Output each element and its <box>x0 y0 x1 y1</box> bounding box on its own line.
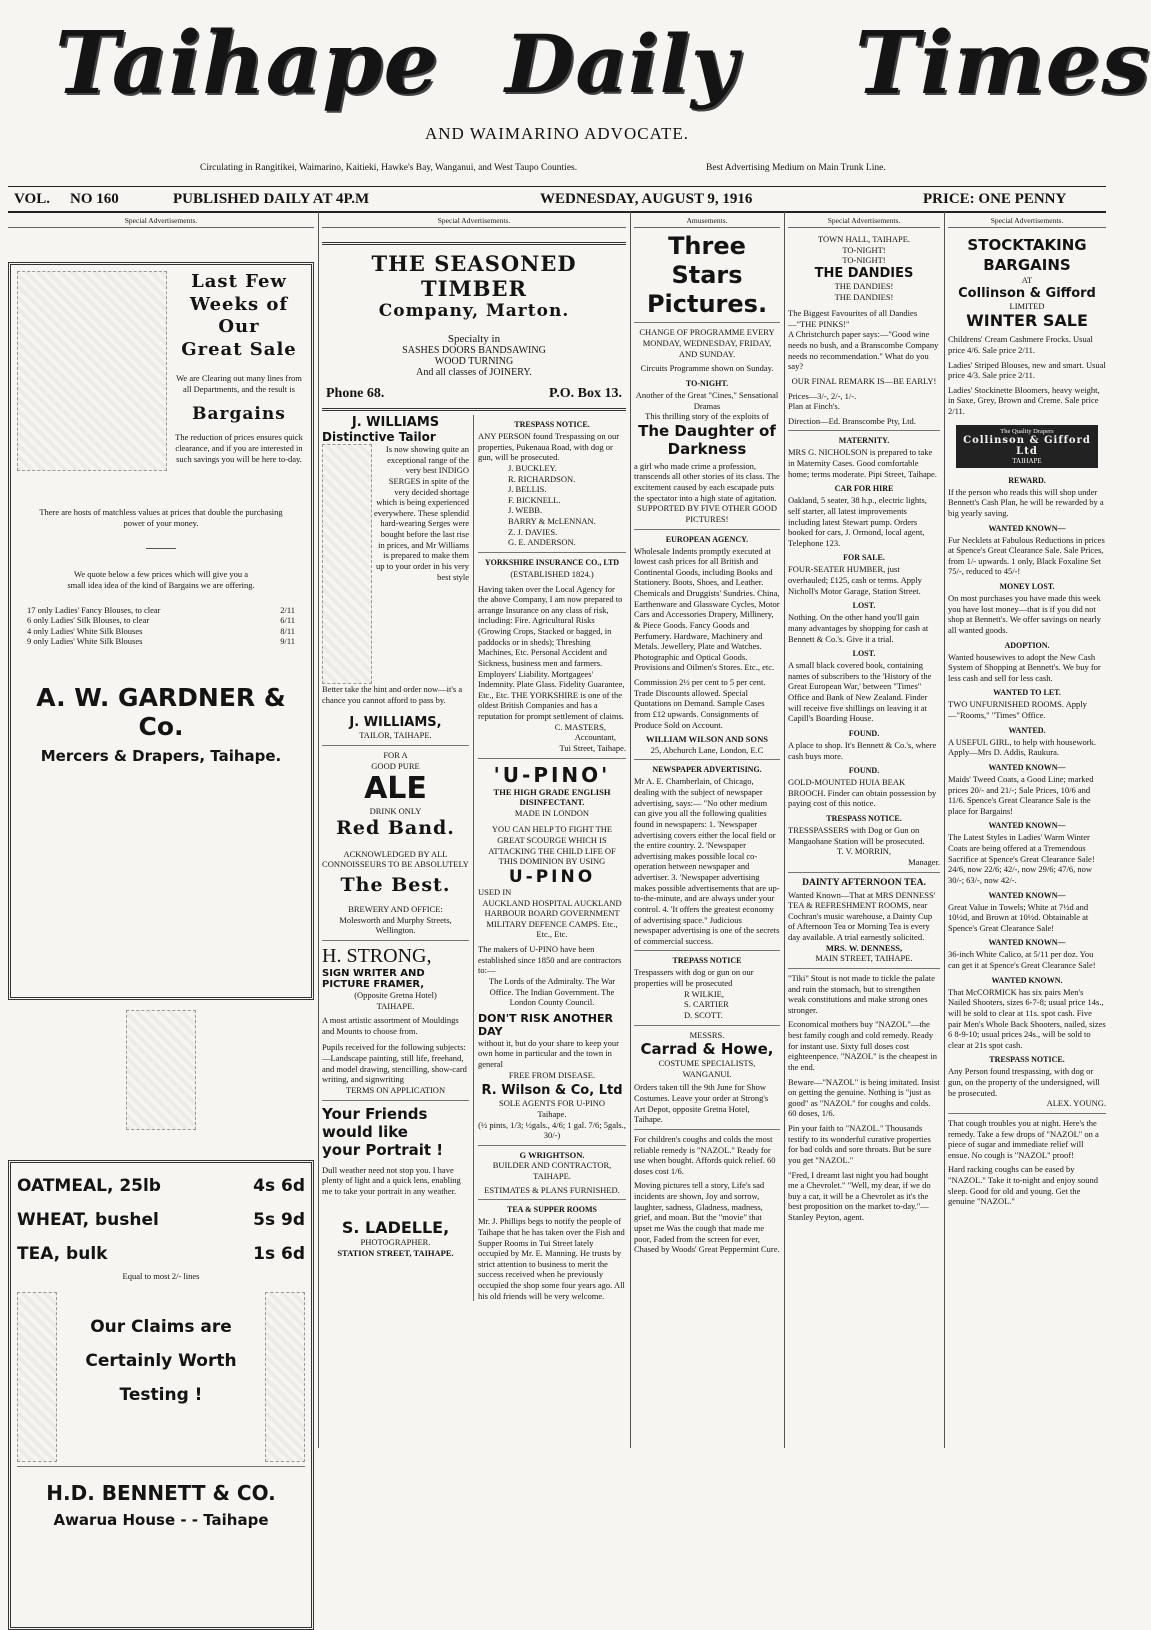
upino-dont-risk: DON'T RISK ANOTHER DAY <box>478 1011 613 1038</box>
product-price: 5s 9d <box>253 1210 305 1230</box>
timber-wood: WOOD TURNING <box>434 356 514 367</box>
title-line: STOCKTAKING <box>967 236 1087 254</box>
bennett-name: H.D. BENNETT & CO. <box>46 1480 276 1505</box>
wrightson-line: BUILDER AND CONTRACTOR, TAIHAPE. <box>492 1160 612 1181</box>
column-2 <box>322 216 626 1446</box>
price-row <box>17 1169 305 1203</box>
bennett-address: Awarua House - - Taihape <box>53 1510 269 1529</box>
name-line: J. BUCKLEY. <box>508 462 557 473</box>
williams-address: TAILOR, TAIHAPE. <box>359 730 432 741</box>
title-line: BARGAINS <box>983 255 1071 274</box>
title-line: Three Stars <box>668 232 746 289</box>
circuits-programme: Circuits Programme shown on Sunday. <box>640 363 774 374</box>
strong-advert <box>322 945 469 1096</box>
section-heading: REWARD. <box>1008 475 1046 485</box>
tea-rooms-advert <box>478 1205 626 1301</box>
section-heading: WANTED KNOWN— <box>988 523 1066 533</box>
lost-body: A small black covered book, containing names of subscribers to the 'History of the Great European War,' between "Times" Office and Bank of New Zealand. Finder will receive five shillings on leaving it at Capill's Boarding House. <box>788 660 932 724</box>
headline-line: Last Few <box>191 271 287 292</box>
sale-item: Ladies' Striped Blouses, new and smart. Usual price 4/3. Sale price 2/11. <box>948 359 1106 381</box>
ladelle-friends <box>322 1105 469 1159</box>
ladelle-advert <box>322 1105 469 1259</box>
gardner-bargains: Bargains <box>192 404 286 425</box>
wanted-known-body: The Latest Styles in Ladies' Warm Winter Coats are being offered at a Tremendous Sacrifice at Spence's Great Clearance Sale! 24/6, now 22/6; 42/-, now 29/6; 47/6, now 30/-; 63/-, now 42/-. <box>948 832 1095 885</box>
price-item: 9 only Ladies' White Silk Blouses <box>27 636 143 647</box>
section-heading: NEWSPAPER ADVERTISING. <box>652 765 762 775</box>
masthead-word-daily: Daily <box>505 17 739 111</box>
bennett-claims <box>85 1310 236 1462</box>
ale-office: Molesworth and Murphy Streets, Wellington. <box>339 914 452 936</box>
ale-word: ALE <box>364 771 427 807</box>
section-heading: YORKSHIRE INSURANCE CO., LTD <box>484 557 620 567</box>
name-line: J. BELLIS. <box>508 484 547 495</box>
moving-pictures-poem: Moving pictures tell a story, Life's sad incidents are shown, Joy and sorrow, laughter, sadness, Gladness, madness, grief, and moan. But the "movie" that upset me Was the cough that made me poor, Faded from the screen for ever, Chased by Woods' Great Peppermint Cure. <box>634 1180 780 1255</box>
stocktaking-title <box>948 236 1106 275</box>
williams-body: Is now showing quite an exceptional range of the very best INDIGO SERGES in spite of the very decided shortage which is being experienced everywhere. These splendid hard-wearing Serges were bought before the last rise in prices, and Mr Williams is prepared to make them up to your order in his very best style <box>374 444 469 582</box>
title-line: The Daughter of <box>638 421 776 440</box>
strong-opposite: (Opposite Gretna Hotel) <box>354 989 437 1000</box>
stocktaking-at: AT <box>1021 275 1033 285</box>
collinson-logo <box>956 425 1098 468</box>
bennett-price-table <box>17 1169 305 1271</box>
collinson-limited: LIMITED <box>1009 300 1045 311</box>
friends-line: would like <box>322 1122 408 1141</box>
ale-drink: DRINK ONLY <box>369 806 422 817</box>
trespass-manager: Manager. <box>908 856 940 867</box>
section-heading: FOR SALE. <box>843 553 885 563</box>
section-heading: WANTED TO LET. <box>993 688 1061 698</box>
column-header: Amusements. <box>634 216 780 228</box>
price: PRICE: ONE PENNY <box>923 191 1067 207</box>
dandies-plan: Plan at Finch's. <box>788 401 840 412</box>
section-heading: MONEY LOST. <box>999 582 1055 591</box>
nazol-hard: Hard racking coughs can be eased by "NAZOL." Take it to-night and enjoy sound sleep. Good for old and young. Get the genuine "NAZOL." <box>948 1164 1098 1207</box>
money-lost-body: On most purchases you have made this week you have lost money—that is if you did not shop at Bennett's. We offer savings on nearly all wanted goods. <box>948 593 1102 635</box>
dandies-direction: Direction—Ed. Branscombe Pty, Ltd. <box>788 415 916 426</box>
strong-name: H. STRONG, <box>322 944 432 967</box>
title-line: Darkness <box>667 439 747 458</box>
column-header: Special Advertisements. <box>788 216 940 228</box>
gardner-headline <box>173 271 305 361</box>
product: TEA, bulk <box>17 1244 108 1264</box>
ladelle-street: STATION STREET, TAIHAPE. <box>337 1248 454 1258</box>
section-heading: WANTED KNOWN— <box>988 762 1066 772</box>
nazol-pin: Pin your faith to "NAZOL." Thousands testify to its wonderful curative properties for bad colds and sore throats. But be sure you get "NAZOL." <box>788 1123 932 1165</box>
product-price: 4s 6d <box>253 1176 305 1196</box>
carrad-messrs: MESSRS. <box>689 1029 725 1040</box>
bennett-advert <box>8 1160 314 1630</box>
found-body: A place to shop. It's Bennett & Co.'s, where cash buys more. <box>788 739 937 761</box>
logo-name: Collinson & Gifford Ltd <box>963 434 1091 457</box>
europe-address: 25, Abchurch Lane, London, E.C <box>650 744 764 755</box>
column-5 <box>948 216 1106 1446</box>
circulation-line: Circulating in Rangitikei, Waimarino, Kaitieki, Hawke's Bay, Wanganui, and West Taupo Counties. <box>200 163 578 173</box>
column-header: Special Advertisements. <box>322 216 626 228</box>
lost-body: Nothing. On the other hand you'll gain many advantages by shopping for cash at Bennett & Co.'s. Give it a trial. <box>788 612 929 644</box>
name-line: Z. J. DAVIES. <box>508 526 558 537</box>
car-body: Oakland, 5 seater, 38 h.p., electric lights, self starter, all latest improvements including latest Stewart pump. Orders booked for cars, J. Ormond, local agent, Telephone 123. <box>788 495 927 548</box>
claims-line: Certainly Worth <box>85 1350 237 1371</box>
strong-town: TAIHAPE. <box>376 1000 415 1011</box>
williams-subtitle: Distinctive Tailor <box>322 430 436 444</box>
best-medium-line: Best Advertising Medium on Main Trunk Line. <box>706 163 886 173</box>
section-heading: TRESPASS NOTICE. <box>989 1055 1065 1065</box>
section-heading: LOST. <box>852 649 876 659</box>
trespass-signature: ALEX. YOUNG. <box>1046 1098 1106 1109</box>
upino-made: MADE IN LONDON <box>514 807 590 818</box>
dainty-body: Wanted Known—That at MRS DENNESS' TEA & REFRESHMENT ROOMS, near Cochran's music warehouse, a Dainty Cup of Afternoon Tea or Morning Tea is every day available. A trial earnestly solicited. <box>788 889 936 942</box>
divider <box>17 1466 305 1467</box>
upino-help: YOU CAN HELP TO FIGHT THE GREAT SCOURGE WHICH IS ATTACKING THE CHILD LIFE OF THIS DOMINION BY USING <box>488 824 616 867</box>
masthead-word-times: Times <box>855 13 1151 114</box>
headline-line: Weeks of Our <box>189 293 289 337</box>
timber-joinery: And all classes of JOINERY. <box>416 367 532 378</box>
ale-brewery: BREWERY AND OFFICE: <box>348 904 443 914</box>
timber-items: SASHES DOORS BANDSAWING <box>402 345 546 356</box>
product: OATMEAL, 25lb <box>17 1176 161 1196</box>
ale-advert <box>322 750 469 936</box>
dandies-prices: Prices—3/-, 2/-, 1/-. <box>788 390 857 401</box>
dandies-favourites: The Biggest Favourites of all Dandies—"THE PINKS!" <box>788 308 918 329</box>
name-line: S. CARTIER <box>684 999 729 1010</box>
section-heading: WANTED KNOWN— <box>988 938 1066 948</box>
europe-body: Wholesale Indents promptly executed at lowest cash prices for all British and Continental Goods, including Books and Stationery. Boots, Shoes, and Leather. Chemicals and Druggists' Sundries. China, Earthenware and Glassware Cycles, Motor Cars and Accessories Drapery, Millinery, & Piece Goods. Fancy Goods and Perfumery. Hardware, Machinery and Metals. Jewellery, Plate and Watches. Photographic and Optical Goods. Provisions and Oilmen's Stores. Etc., etc. <box>634 545 780 673</box>
upino-subtitle: DISINFECTANT. <box>519 797 585 808</box>
ladelle-name: S. LADELLE, <box>341 1218 450 1238</box>
dandies-line: THE DANDIES! <box>834 280 894 291</box>
trespass-names <box>478 463 626 548</box>
wanted-known-body: Maids' Tweed Coats, a Good Line; marked prices 20/- and 21/-; Sale Prices, 10/6 and 11/6. Spence's Great Clearance Sale is the place for Bargains! <box>948 773 1094 816</box>
carrad-body: Orders taken till the 9th June for Show Costumes. Leave your order at Strong's Art Depot, opposite Gretna Hotel, Taihape. <box>634 1082 769 1125</box>
tailor-illustration <box>322 444 372 684</box>
name-line: D. SCOTT. <box>684 1009 723 1020</box>
chevrolet-dream: "Fred, I dreamt last night you had bought me a Chevrolet." "Well, my dear, if we do buy a car, it will be a Chevrolet as it's the best proposition on the market to-day."—Stanley Peyton, agent. <box>788 1169 931 1222</box>
section-heading: TEA & SUPPER ROOMS <box>506 1205 597 1215</box>
wanted-let-body: TWO UNFURNISHED ROOMS. Apply—"Rooms," "Times" Office. <box>948 699 1087 720</box>
sale-body: FOUR-SEATER HUMBER, just overhauled; £125, cash or terms. Apply Nicholl's Motor Garage, Station Street. <box>788 564 922 596</box>
sale-item: Ladies' Stockinette Bloomers, heavy weight, in Saxe, Grey, Brown and Creme. Sale price 2/11. <box>948 384 1100 416</box>
maternity-body: MRS G. NICHOLSON is prepared to take in Maternity Cases. Good comfortable home; terms moderate. Pipi Street, Taihape. <box>788 447 937 479</box>
williams-better: Better take the hint and order now—it's a chance you cannot afford to pass by. <box>322 684 463 705</box>
section-heading: TREPASS NOTICE <box>672 956 742 966</box>
claims-line: Our Claims are <box>90 1316 232 1337</box>
three-stars-title <box>634 232 780 318</box>
blouse-illustration <box>17 271 167 471</box>
gardner-advert <box>8 262 314 1000</box>
upino-used: USED IN <box>478 886 512 897</box>
name-line: R. RICHARDSON. <box>508 473 576 484</box>
supported: SUPPORTED BY FIVE OTHER GOOD PICTURES! <box>637 503 777 524</box>
name-line: F. BICKNELL. <box>508 494 561 505</box>
ale-good: GOOD PURE <box>371 760 420 771</box>
gardner-price-list <box>27 605 295 648</box>
wanted-body: A USEFUL GIRL, to help with housework. Apply—Mrs D. Addis, Raukura. <box>948 736 1096 758</box>
divider <box>146 548 176 549</box>
name-line: J. WEBB. <box>508 505 543 516</box>
ladelle-body: Dull weather need not stop you. I have plenty of light and a quick lens, enabling me to take your portrait in any weather. <box>322 1164 461 1196</box>
wanted-known-body: Great Value in Towels; White at 7½d and 10½d, and Brown at 10½d. Obtainable at Spence's Great Clearance Sale! <box>948 901 1089 933</box>
wrightson-estimates: ESTIMATES & PLANS FURNISHED. <box>484 1184 620 1195</box>
ale-red-band: Red Band. <box>336 816 455 839</box>
issue-date: WEDNESDAY, AUGUST 9, 1916 <box>540 191 753 207</box>
trespass-notice-1 <box>478 420 626 548</box>
column-divider <box>318 212 319 1448</box>
section-heading: MATERNITY. <box>838 436 890 446</box>
upino-advert <box>478 763 626 1141</box>
great-cines: Another of the Great "Cines," Sensational Dramas <box>635 389 779 411</box>
section-heading: CAR FOR HIRE <box>834 484 894 494</box>
gardner-clearing: We are Clearing out many lines from all Departments, and the result is <box>176 373 302 394</box>
strong-sign: SIGN WRITER AND PICTURE FRAMER, <box>322 967 425 990</box>
claims-line: Testing ! <box>119 1384 203 1405</box>
wanted-known-body: Fur Necklets at Fabulous Reductions in prices at Spence's Great Clearance Sale. Sale Prices, from 1/- upwards. 1 only, Black Foxaline Set 75/-, reduced to 45/-! <box>948 534 1105 577</box>
dandies-title: THE DANDIES <box>814 265 914 281</box>
section-heading: TRESPASS NOTICE. <box>514 420 590 429</box>
carrad-name: Carrad & Howe, <box>640 1040 774 1059</box>
yorkshire-advert <box>478 558 626 754</box>
price-row <box>17 1237 305 1271</box>
price-row <box>27 605 295 616</box>
town-hall: TOWN HALL, TAIHAPE. <box>817 234 911 244</box>
dandies-line: THE DANDIES! <box>834 291 894 302</box>
section-heading: WANTED KNOWN. <box>991 975 1063 985</box>
adoption-body: Wanted housewives to adopt the New Cash System of Shopping at Bennett's. We buy for less cash and sell for less cash. <box>948 651 1101 683</box>
volume-label: VOL. <box>14 191 50 207</box>
reward-body: If the person who reads this will shop under Bennett's Cash Plan, he will be rewarded by a big yearly saving. <box>948 486 1104 518</box>
timber-phone: Phone 68. <box>326 386 385 401</box>
raised-fist-icon <box>17 1292 57 1462</box>
price-row <box>27 636 295 647</box>
raised-fist-icon <box>265 1292 305 1462</box>
timber-title: THE SEASONED TIMBER <box>371 251 577 301</box>
upino-without: without it, but do your share to keep your own home in particular and the town in general <box>478 1037 619 1069</box>
timber-specialty: Specialty in <box>447 333 501 345</box>
sale-item: Childrens' Cream Cashmere Frocks. Usual price 4/6. Sale price 2/11. <box>948 334 1093 355</box>
gardner-name: A. W. GARDNER & Co. <box>36 683 286 741</box>
yorkshire-body: Having taken over the Local Agency for the above Company, I am now prepared to arrange Insurance on any class of risk, including: Fire. Agricultural Risks (Growing Crops, Stacked or bagged, in paddocks or in sheds); Threshing Machines, Etc. Personal Accident and Sickness, business men and farmers. Employers' Liability. Mortgagees' Indemnity. Plate Glass. Fidelity Guarantee, Etc., Etc. THE YORKSHIRE is one of the oldest British Companies and has a reputation for prompt settlement of claims. <box>478 583 625 721</box>
top-rule <box>8 186 1106 187</box>
gardner-reduction: The reduction of prices ensures quick clearance, and if you are interested in such savings you will be here to-day. <box>175 432 303 464</box>
williams-title: J. WILLIAMS <box>351 415 440 430</box>
tiki-stout: "Tiki" Stout is not made to tickle the palate and ruin the stomach, but to strengthen weak constitutions and make strong ones stronger. <box>788 972 935 1015</box>
daughter-title <box>634 422 780 458</box>
strong-body: A most artistic assortment of Mouldings and Mounts to choose from. <box>322 1015 459 1036</box>
gardner-subtitle: Mercers & Drapers, Taihape. <box>40 747 282 765</box>
price-row <box>17 1203 305 1237</box>
daughter-plot: a girl who made crime a profession, transcends all other stories of its class. The excitement caused by each escapade puts the spectator into a high state of agitation. <box>634 460 780 503</box>
upino-agents: SOLE AGENTS FOR U-PINO <box>498 1098 606 1109</box>
programme-change: CHANGE OF PROGRAMME EVERY MONDAY, WEDNESDAY, FRIDAY, AND SUNDAY. <box>639 327 775 359</box>
column-divider <box>630 212 631 1448</box>
section-heading: WANTED KNOWN— <box>988 821 1066 831</box>
published-info: PUBLISHED DAILY AT 4P.M <box>173 191 370 207</box>
christchurch-quote: A Christchurch paper says:—"Good wine needs no bush, and a Branscombe Company needs no recommendation." What do you say? <box>788 329 939 372</box>
tonight-2: TO-NIGHT! <box>842 255 886 266</box>
timber-contact <box>326 386 622 402</box>
column-divider <box>944 212 945 1448</box>
price-value: 9/11 <box>280 636 295 647</box>
price-value: 8/11 <box>280 625 295 636</box>
logo-tagline: The Quality Drapers <box>1000 427 1054 435</box>
info-bar <box>8 188 1106 212</box>
section-heading: FOUND. <box>848 728 880 738</box>
section-heading: DAINTY AFTERNOON TEA. <box>802 877 926 888</box>
tea-body: Mr. J. Phillips begs to notify the people of Taihape that he has taken over the Fish and Supper Rooms in Tui Street lately occupied by Mr. E. Manning. He trusts by strict attention to business to merit the success received when he previously occupied the shop some four years ago. All his old friends will be very welcome. <box>478 1216 625 1301</box>
friends-line: your Portrait ! <box>322 1140 444 1159</box>
price-row <box>27 626 295 637</box>
gardner-quote: We quote below a few prices which will give you a small idea idea of the kind of Bargains we are offering. <box>67 569 255 590</box>
masthead-word-taihape: Taihape <box>55 13 440 114</box>
upino-title: 'U-PINO' <box>493 762 611 787</box>
friends-line: Your Friends <box>322 1104 428 1123</box>
left-subcolumn <box>322 415 474 1301</box>
price-row <box>27 615 295 626</box>
upino-name: U-PINO <box>508 866 596 887</box>
trespass-body: Trespassers with dog or gun on our properties will be prosecuted <box>634 967 754 989</box>
trespass-signature: T. V. MORRIN, <box>836 846 892 857</box>
final-remark: OUR FINAL REMARK IS—BE EARLY! <box>791 375 937 386</box>
nazol-economical: Economical mothers buy "NAZOL"—the best family cough and cold remedy. Ready for instant use. Sixty full doses cost eighteenpence. "NAZOL" is the cheapest in the end. <box>788 1019 938 1072</box>
europe-signature: WILLIAM WILSON AND SONS <box>646 734 768 745</box>
column-header: Special Advertisements. <box>948 216 1106 228</box>
column-1 <box>8 216 314 1529</box>
notice-body: ANY PERSON found Trespassing on our properties, Pukenaua Road, with dog or gun, will be prosecuted. <box>478 431 620 463</box>
section-heading: ADOPTION. <box>1004 640 1050 650</box>
price-item: 17 only Ladies' Fancy Blouses, to clear <box>27 604 161 615</box>
dainty-signature: MRS. W. DENNESS, <box>825 942 903 953</box>
column-divider <box>784 212 785 1448</box>
section-heading: WANTED KNOWN— <box>988 890 1066 900</box>
wrightson-advert <box>478 1150 626 1196</box>
headline-line: Great Sale <box>181 338 297 360</box>
bar-rule <box>8 211 1106 213</box>
williams-advert <box>322 415 469 741</box>
name-line: G. E. ANDERSON. <box>508 537 576 548</box>
name-line: BARRY & McLENNAN. <box>508 516 596 526</box>
strong-pupils: Pupils received for the following subjects:—Landscape painting, still life, freehand, and model drawing, stencilling, show-card writing, and signwriting <box>322 1042 467 1085</box>
subtitle-advocate: AND WAIMARINO ADVOCATE. <box>425 124 689 143</box>
price-item: 6 only Ladies' Silk Blouses, to clear <box>27 615 150 626</box>
issue-number: NO 160 <box>70 191 119 207</box>
carrad-line: COSTUME SPECIALISTS, WANGANUI. <box>658 1058 756 1079</box>
dainty-address: MAIN STREET, TAIHAPE. <box>815 953 913 964</box>
column-header: Special Advertisements. <box>8 216 314 228</box>
right-subcolumn <box>474 415 626 1301</box>
upino-places: AUCKLAND HOSPITAL AUCKLAND HARBOUR BOARD GOVERNMENT MILITARY DEFENCE CAMPS. Etc., Etc., Etc. <box>482 897 622 940</box>
timber-box: P.O. Box 13. <box>549 386 622 401</box>
name-line: R WILKIE, <box>684 988 724 999</box>
upino-clients: The Lords of the Admiralty. The War Office. The Indian Government. The London County Council. <box>488 975 616 1008</box>
column-4 <box>788 216 940 1446</box>
product: WHEAT, bushel <box>17 1210 159 1230</box>
timber-advert <box>322 242 626 411</box>
strong-terms: TERMS ON APPLICATION <box>345 1084 446 1095</box>
nazol-cough: That cough troubles you at night. Here's the remedy. Take a few drops of "NAZOL" on a piece of sugar and immediate relief will ensue. No cough is "NAZOL" proof! <box>948 1117 1099 1160</box>
column-3 <box>634 216 780 1446</box>
yorkshire-accountant: Accountant, <box>574 732 616 743</box>
tonight: TO-NIGHT. <box>685 378 729 388</box>
ale-best: The Best. <box>340 874 451 896</box>
thrilling-story: This thrilling story of the exploits of <box>645 411 769 422</box>
nazol-beware: Beware—"NAZOL" is being imitated. Insist on getting the genuine. Nothing is "just as good" as "NAZOL" for coughs and colds. 60 doses, 1/6. <box>788 1076 940 1119</box>
price-item: 4 only Ladies' White Silk Blouses <box>27 625 143 636</box>
yorkshire-established: (ESTABLISHED 1824.) <box>510 568 594 579</box>
upino-subtitle: THE HIGH GRADE ENGLISH <box>493 786 611 797</box>
upino-prices: (½ pints, 1/3; ½gals., 4/6; 1 gal. 7/6; 5gals., 30/-) <box>478 1119 626 1141</box>
section-heading: FOUND. <box>848 766 880 776</box>
ladelle-photographer: PHOTOGRAPHER. <box>360 1237 431 1248</box>
product-price: 1s 6d <box>253 1244 305 1264</box>
collinson-gifford: Collinson & Gifford <box>958 285 1096 301</box>
upino-free: FREE FROM DISEASE. <box>508 1069 596 1080</box>
tonight-1: TO-NIGHT! <box>842 244 886 255</box>
upino-wilson: R. Wilson & Co, Ltd <box>481 1083 623 1099</box>
found-body: GOLD-MOUNTED HUIA BEAK BROOCH. Finder can obtain possession by paying cost of this notice. <box>788 777 937 809</box>
ale-for: FOR A <box>383 749 408 760</box>
section-heading: LOST. <box>852 601 876 611</box>
yorkshire-signature: C. MASTERS, <box>554 721 606 732</box>
europe-commission: Commission 2½ per cent to 5 per cent. Trade Discounts allowed. Special Quotations on Demand. Sample Cases from £12 upwards. Consignments of Produce Sold on Account. <box>634 677 766 730</box>
yorkshire-street: Tui Street, Taihape. <box>559 742 626 753</box>
wanted-known-body: That McCORMICK has six pairs Men's Nailed Shooters, sizes 6-7-8; usual price 14s., will be sold to clear at 11s. spot cash. Five pair Men's Whole Back Shooters, nailed, sizes 6 8-9-10; usual prices 24s., will be sold to clear at 21s spot cash. <box>948 986 1106 1050</box>
gardner-hosts: There are hosts of matchless values at prices that double the purchasing power of your money. <box>39 507 283 528</box>
ale-acknowledged: ACKNOWLEDGED BY ALL CONNOISSEURS TO BE ABSOLUTELY <box>322 848 469 870</box>
wrightson-name: G WRIGHTSON. <box>519 1149 585 1160</box>
section-heading: WANTED. <box>1008 725 1046 735</box>
bennett-equal: Equal to most 2/- lines <box>122 1271 200 1281</box>
upino-town: Taihape. <box>537 1108 567 1119</box>
title-line: Pictures. <box>646 289 768 318</box>
nazol-coughs: For children's coughs and colds the most reliable remedy is "NAZOL." Ready for use when bought. Affords quick relief. 60 doses cost 1/6. <box>634 1133 776 1176</box>
pointing-hand-icon <box>126 1010 196 1130</box>
winter-sale: WINTER SALE <box>966 311 1088 331</box>
upino-makers: The makers of U-PINO have been established since 1850 and are contractors to:— <box>478 944 622 976</box>
timber-company: Company, Marton. <box>378 301 570 321</box>
williams-name: J. WILLIAMS, <box>349 715 442 731</box>
news-body: Mr A. E. Chamberlain, of Chicago, dealing with the subject of newspaper advertising, says:— "No other medium can give you all the following qualities found in newspapers: 1. 'Newspaper advertising covers either the local field or the entire country. 2. 'Newspaper advertising makes possible local co-operation between newspaper and advertiser. 3. 'Newspaper advertising makes possible advertisements that are up-to-the-minute, and are always under your control. 4. 'It offers the greatest economy of advertising space." Judicious newspaper advertising is one of the secrets of commercial success. <box>634 776 780 946</box>
trespass-body: TRESSPASSERS with Dog or Gun on Mangaohane Station will be prosecuted. <box>788 825 925 846</box>
wanted-known-body: 36-inch White Calico, at 5/11 per doz. You can get it at Spence's Great Clearance Sale! <box>948 949 1096 970</box>
trespass-body: Any Person found trespassing, with dog or gun, on the property of the undersigned, will be prosecuted. <box>948 1066 1100 1098</box>
trespass-names <box>634 989 780 1021</box>
price-value: 6/11 <box>280 615 295 626</box>
logo-town: TAIHAPE <box>1012 456 1042 465</box>
section-heading: TRESPASS NOTICE. <box>826 814 902 823</box>
price-value: 2/11 <box>280 604 295 615</box>
section-heading: EUROPEAN AGENCY. <box>665 534 749 544</box>
